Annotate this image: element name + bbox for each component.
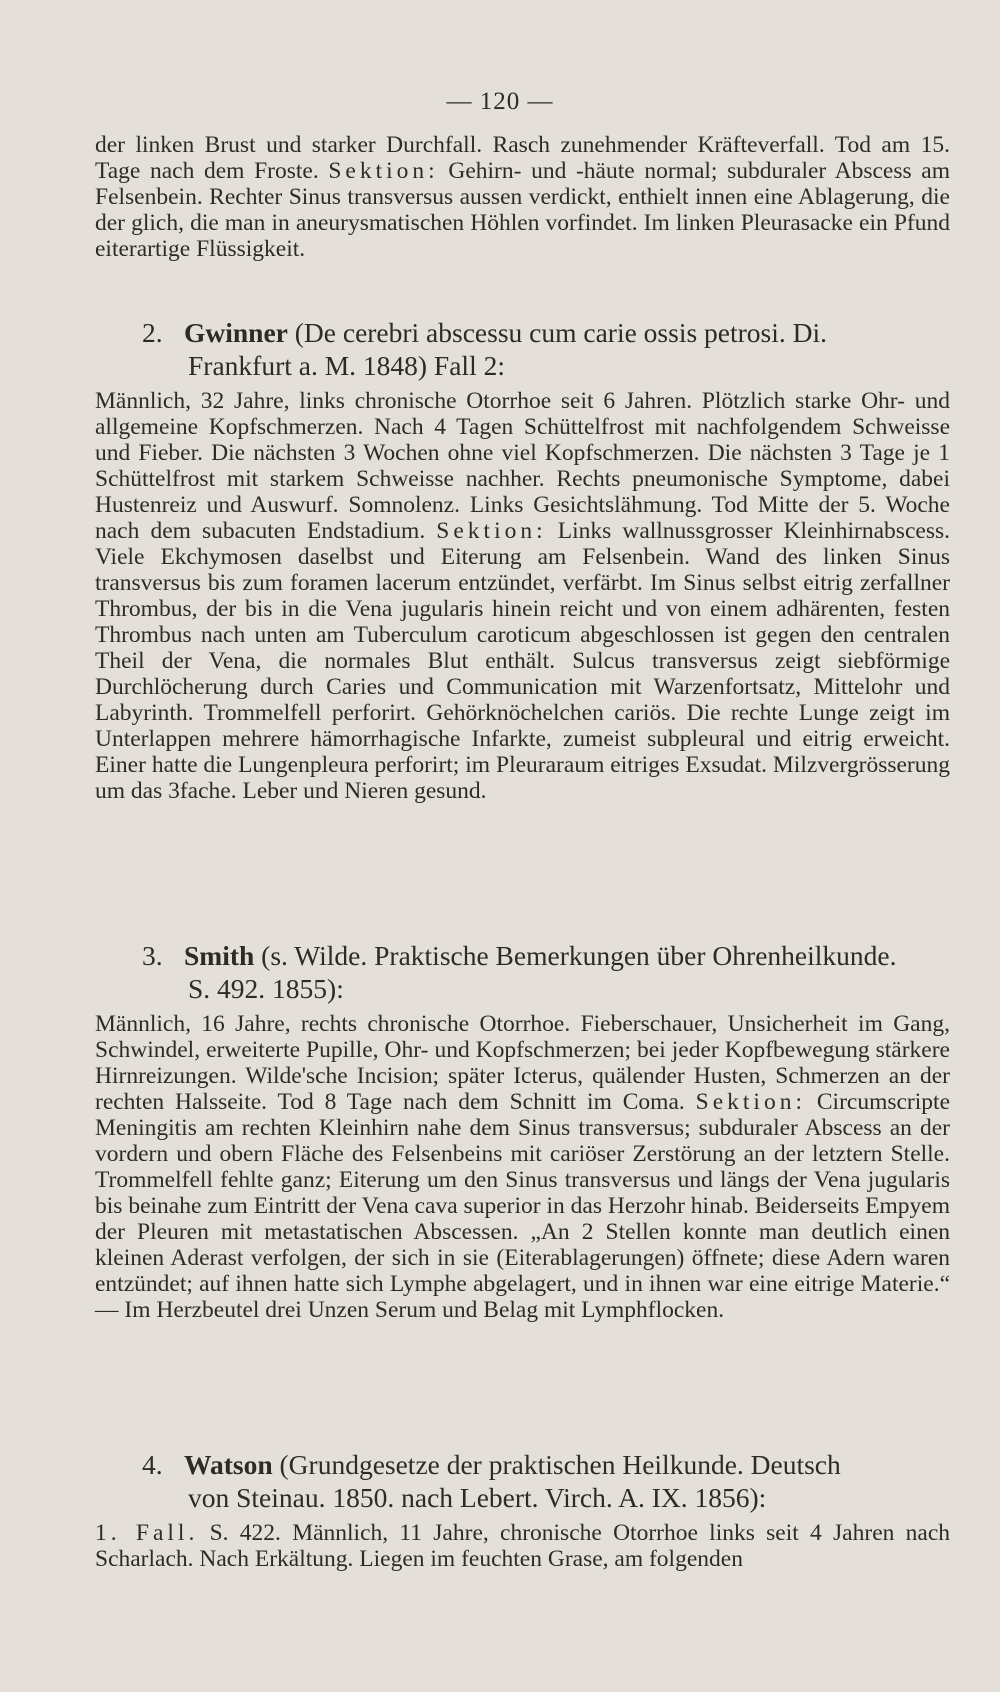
- case-3-text-b: Circumscripte Meningitis am rechten Kleinhirn nahe dem Sinus transversus; subduraler Abscess an der vordern und obern Fläche des Felsenbeins mit cariöser Zerstörung an der letztern Stelle. Trommelfell fehlte ganz; Eiterung um den Sinus transversus und längs der Vena jugularis bis beinahe zum Eintritt der Vena cava superior in das Herzohr hinab. Beiderseits Empyem der Pleuren mit metastatischen Abscessen. „An 2 Stellen konnte man deutlich einen kleinen Aderast verfolgen, der sich in sie (Eiterablagerungen) öffnete; diese Adern waren entzündet; auf ihnen hatte sich Lymphe abgelagert, und in ihnen war eine eitrige Materie.“ — Im Herzbeutel drei Unzen Serum und Belag mit Lymphflocken.: [95, 1089, 950, 1323]
- case-4-heading: [142, 1448, 951, 1514]
- case-3-sektion: Sektion:: [695, 1089, 806, 1115]
- case-2-text-b: Links wallnussgrosser Kleinhirnabscess. Viele Ekchymosen daselbst und Eiterung am Felsenbein. Wand des linken Sinus transversus bis zum foramen lacerum entzündet, verfärbt. Im Sinus selbst eitrig zerfallner Thrombus, der bis in die Vena jugularis hinein reicht und von einem adhärenten, festen Thrombus nach unten am Tuberculum caroticum abgeschlossen ist gegen den centralen Theil der Vena, die normales Blut enthält. Sulcus transversus zeigt siebförmige Durchlöcherung durch Caries und Communication mit Warzenfortsatz, Mittelohr und Labyrinth. Trommelfell perforirt. Gehörknöchelchen cariös. Die rechte Lunge zeigt im Unterlappen mehrere hämorrhagische Infarkte, zumeist subpleural und eitrig erweicht. Einer hatte die Lungenpleura perforirt; im Pleuraraum eitriges Exsudat. Milzvergrösserung um das 3fache. Leber und Nieren gesund.: [95, 518, 950, 804]
- case-4-fall-label: 1. Fall.: [95, 1520, 199, 1546]
- case-2-number: 2.: [142, 317, 163, 348]
- intro-paragraph: [95, 132, 950, 262]
- case-3-paragraph: [95, 1011, 950, 1323]
- case-2-text-a: Männlich, 32 Jahre, links chronische Otorrhoe seit 6 Jahren. Plötzlich starke Ohr- und allgemeine Kopfschmerzen. Nach 4 Tagen Schüttelfrost mit nachfolgendem Schweisse und Fieber. Die nächsten 3 Wochen ohne viel Kopfschmerzen. Die nächsten 3 Tage je 1 Schüttelfrost mit starkem Schweisse nachher. Rechts pneumonische Symptome, dabei Hustenreiz und Auswurf. Somnolenz. Links Gesichtslähmung. Tod Mitte der 5. Woche nach dem subacuten Endstadium.: [95, 388, 950, 544]
- intro-sektion: Sektion:: [328, 158, 439, 184]
- case-4-title-line1: (Grundgesetze der praktischen Heilkunde. Deutsch: [272, 1449, 841, 1480]
- case-2-title-line1: (De cerebri abscessu cum carie ossis petrosi. Di.: [287, 317, 828, 348]
- case-2-sektion: Sektion:: [436, 518, 547, 544]
- case-3-title-line1: (s. Wilde. Praktische Bemerkungen über Ohrenheilkunde.: [254, 940, 897, 971]
- case-4-paragraph: [95, 1520, 950, 1572]
- case-4-author: Watson: [184, 1449, 273, 1480]
- case-4-text: S. 422. Männlich, 11 Jahre, chronische Otorrhoe links seit 4 Jahren nach Scharlach. Nach Erkältung. Liegen im feuchten Grase, am folgenden: [95, 1520, 950, 1572]
- case-2-title-line2: Frankfurt a. M. 1848) Fall 2:: [188, 350, 505, 381]
- case-2-author: Gwinner: [184, 317, 288, 348]
- case-2-paragraph: [95, 388, 950, 804]
- case-3-number: 3.: [142, 940, 163, 971]
- intro-text-b: Gehirn- und -häute normal; subduraler Abscess am Felsenbein. Rechter Sinus transversus aussen verdickt, enthielt innen eine Ablagerung, die der glich, die man in aneurysmatischen Höhlen vorfindet. Im linken Pleurasacke ein Pfund eiterartige Flüssigkeit.: [95, 158, 950, 262]
- case-3-text-a: Männlich, 16 Jahre, rechts chronische Otorrhoe. Fieberschauer, Unsicherheit im Gang, Schwindel, erweiterte Pupille, Ohr- und Kopfschmerzen; bei jeder Kopfbewegung stärkere Hirnreizungen. Wilde'sche Incision; später Icterus, quälender Husten, Schmerzen an der rechten Halsseite. Tod 8 Tage nach dem Schnitt im Coma.: [95, 1011, 950, 1115]
- case-3-title-line2: S. 492. 1855):: [188, 973, 344, 1004]
- case-4-number: 4.: [142, 1449, 163, 1480]
- case-3-author: Smith: [184, 940, 255, 971]
- case-4-title-line2: von Steinau. 1850. nach Lebert. Virch. A. IX. 1856):: [188, 1482, 767, 1513]
- page-number: — 120 —: [446, 88, 554, 115]
- case-2-heading: [142, 316, 951, 382]
- case-3-heading: [142, 939, 951, 1005]
- intro-text-a: der linken Brust und starker Durchfall. Rasch zunehmender Kräfteverfall. Tod am 15. Tage nach dem Froste.: [95, 132, 950, 184]
